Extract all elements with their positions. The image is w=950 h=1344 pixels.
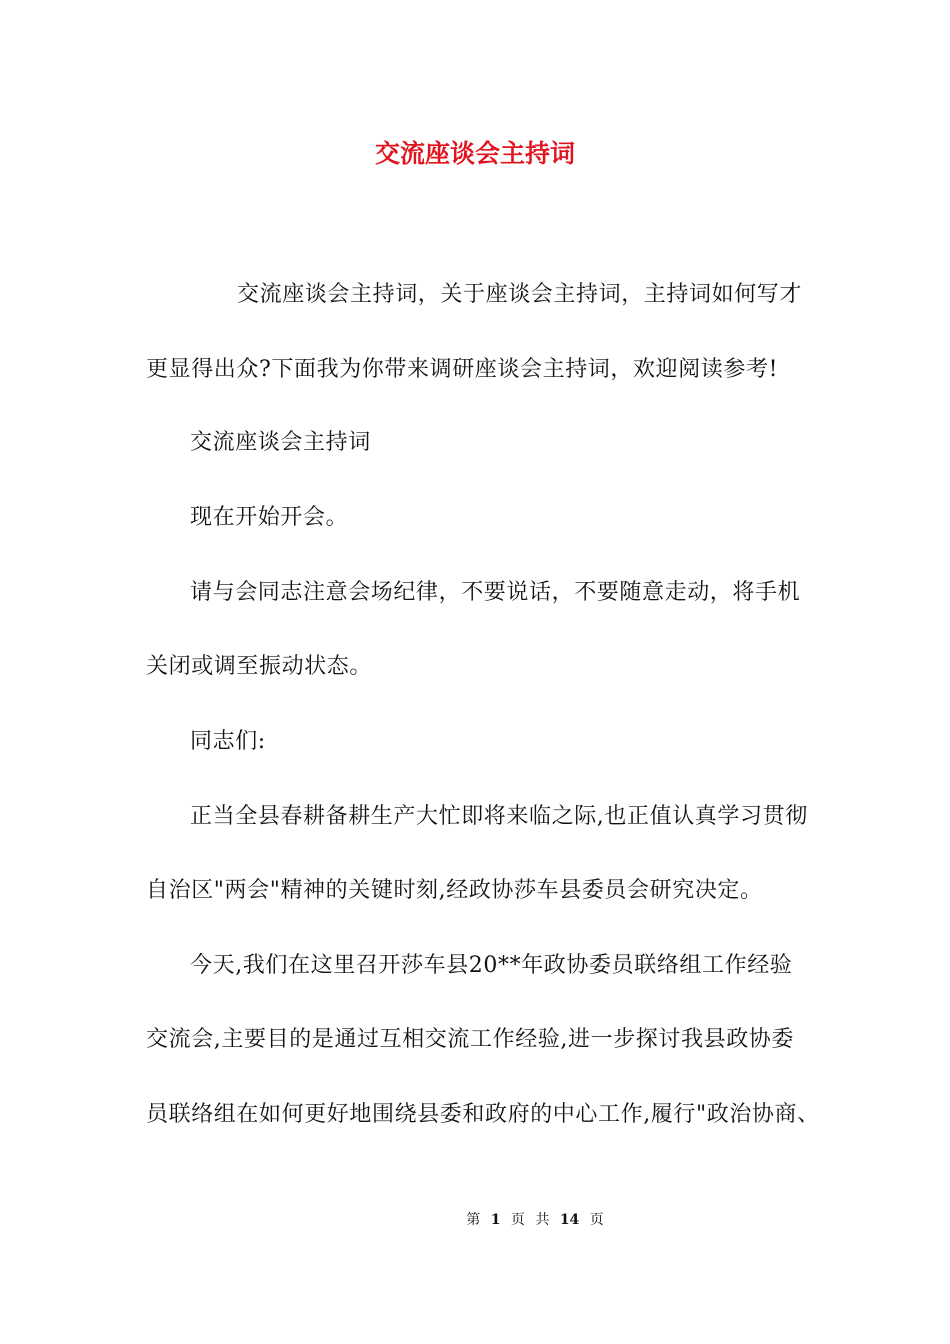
footer-label-gong: 共	[535, 1212, 550, 1228]
section-heading: 交流座谈会主持词	[190, 430, 371, 455]
page-footer	[0, 1210, 950, 1230]
paragraph-line-1: 交流座谈会主持词，关于座谈会主持词，主持词如何写才	[237, 282, 803, 307]
paragraph-line-2: 更显得出众?下面我为你带来调研座谈会主持词，欢迎阅读参考!	[146, 357, 779, 382]
paragraph-line-3: 现在开始开会。	[190, 505, 349, 530]
paragraph-line-9: 今天,我们在这里召开莎车县20**年政协委员联络组工作经验	[190, 953, 793, 978]
paragraph-line-7: 正当全县春耕备耕生产大忙即将来临之际,也正值认真学习贯彻	[190, 804, 808, 829]
paragraph-line-10: 交流会,主要目的是通过互相交流工作经验,进一步探讨我县政协委	[146, 1027, 794, 1052]
paragraph-line-4: 请与会同志注意会场纪律，不要说话，不要随意走动，将手机	[190, 580, 801, 605]
paragraph-line-8: 自治区"两会"精神的关键时刻,经政协莎车县委员会研究决定。	[146, 878, 763, 903]
footer-page-number: 1	[490, 1212, 501, 1228]
document-title: 交流座谈会主持词	[374, 139, 575, 168]
footer-label-di: 第	[466, 1212, 481, 1228]
paragraph-line-11: 员联络组在如何更好地围绕县委和政府的中心工作,履行"政治协商、	[146, 1102, 820, 1127]
paragraph-line-6: 同志们:	[190, 729, 266, 754]
paragraph-line-5: 关闭或调至振动状态。	[146, 654, 373, 679]
footer-total-pages: 14	[559, 1212, 580, 1228]
footer-label-ye: 页	[510, 1212, 525, 1228]
footer-label-ye2: 页	[589, 1212, 604, 1228]
